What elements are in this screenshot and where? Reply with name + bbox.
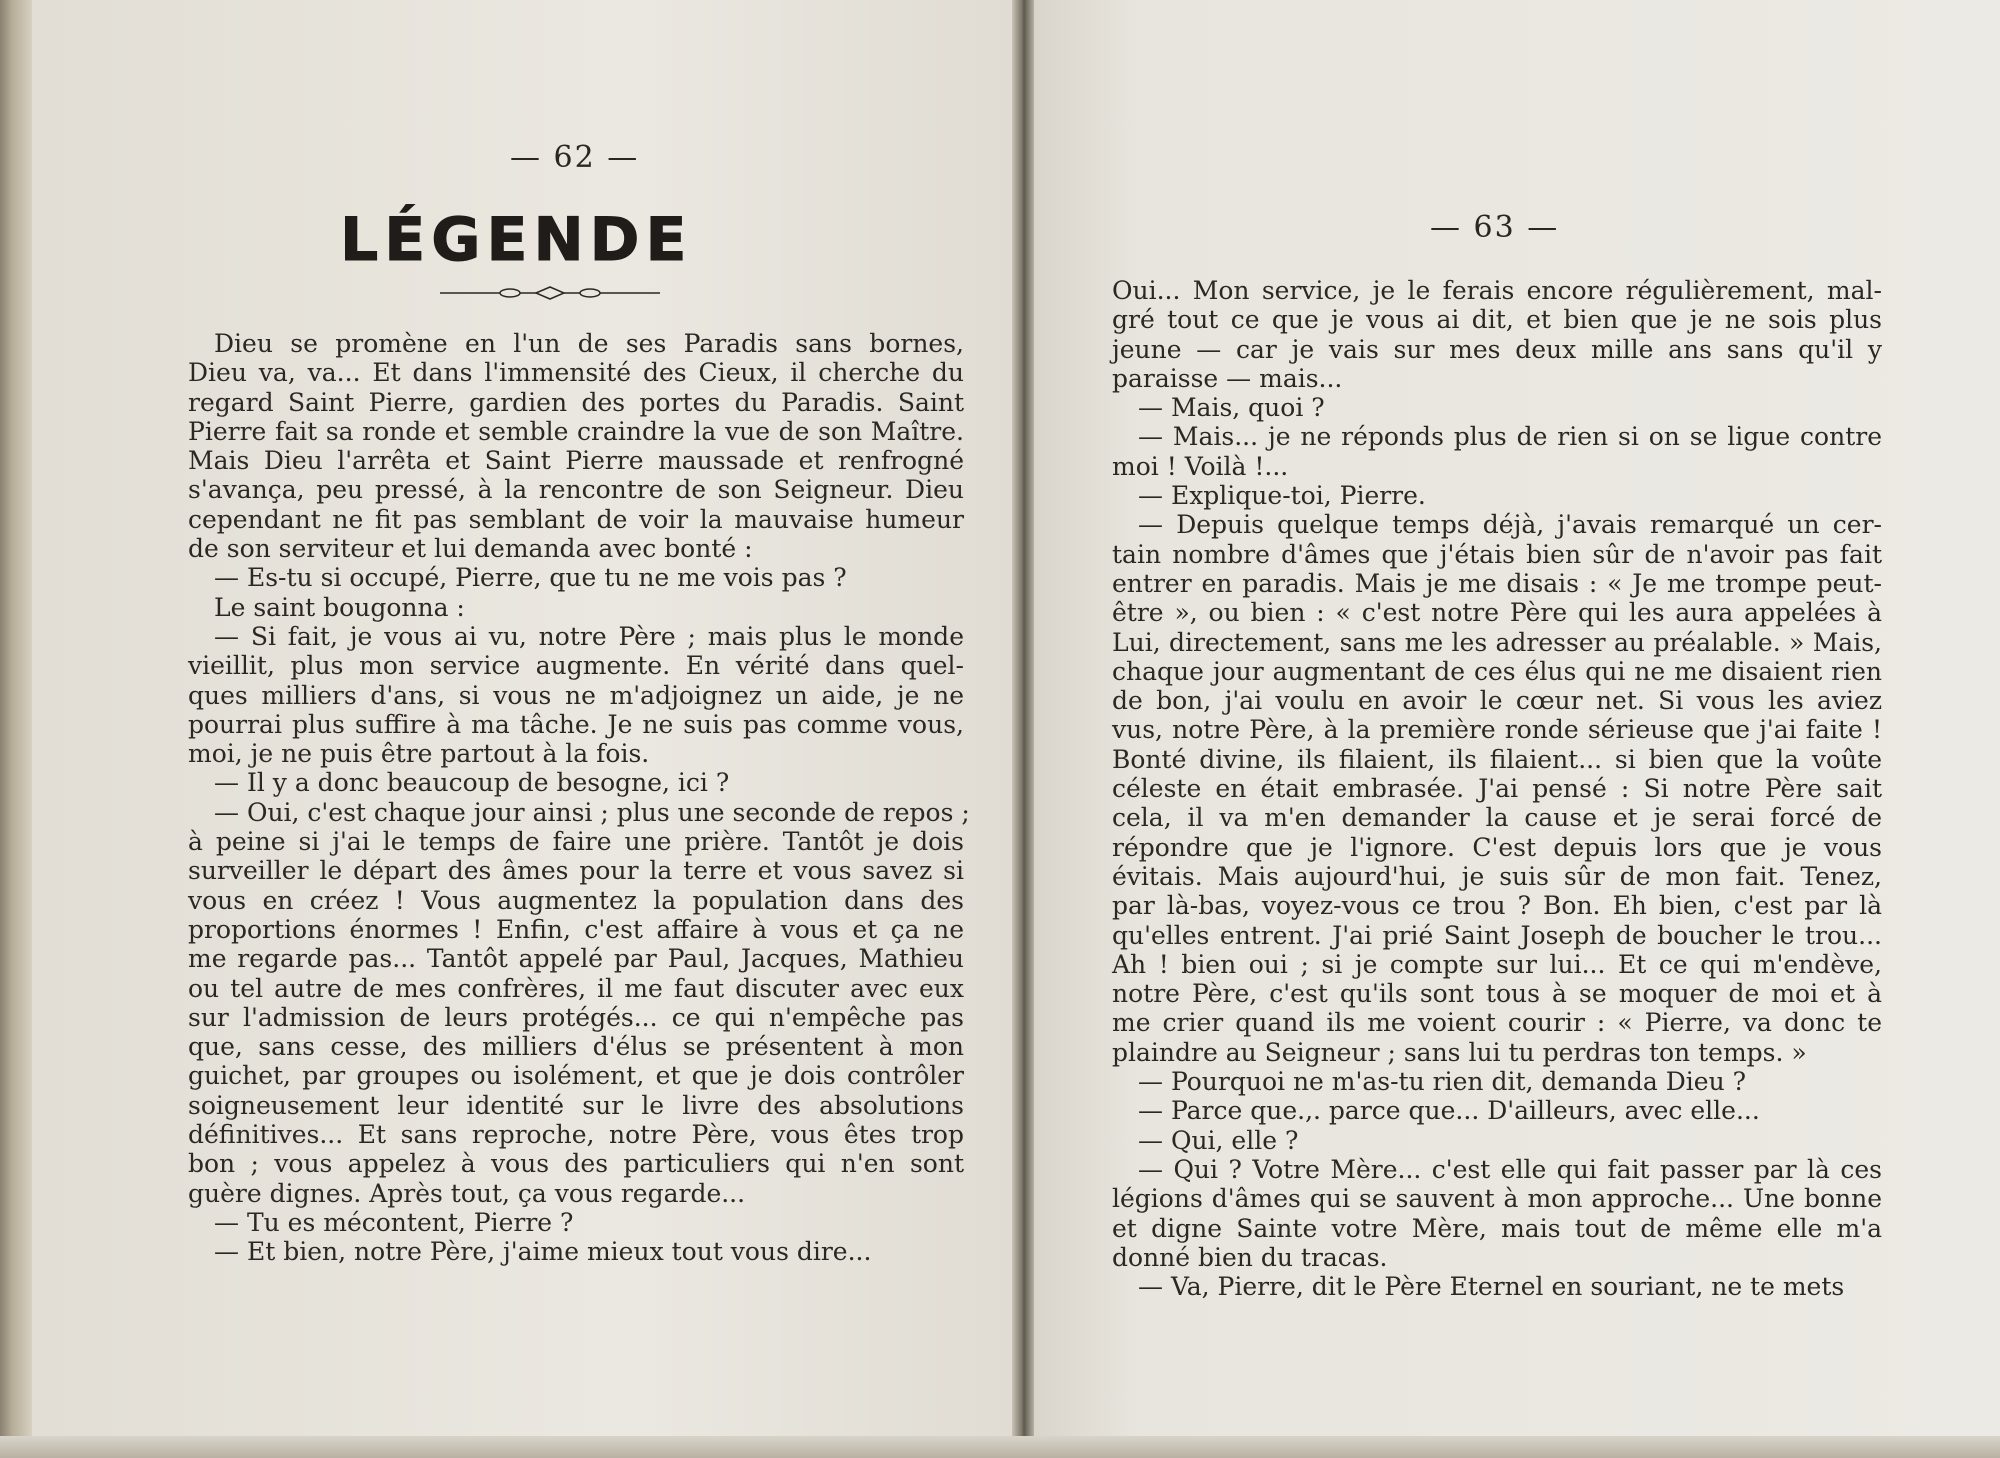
text-line: céleste en était embrasée. J'ai pensé : Si notre Père sait bbox=[1112, 774, 1882, 804]
right-page-text bbox=[1112, 276, 1882, 1301]
text-line: — Mais... je ne réponds plus de rien si on se ligue contre bbox=[1138, 422, 1882, 452]
text-line: par là-bas, voyez-vous ce trou ? Bon. Eh bien, c'est par là bbox=[1112, 891, 1882, 921]
text-line: être », ou bien : « c'est notre Père qui les aura appelées à bbox=[1112, 598, 1882, 628]
text-line: vous en créez ! Vous augmentez la population dans des bbox=[188, 885, 964, 915]
text-line: — Tu es mécontent, Pierre ? bbox=[214, 1207, 574, 1237]
text-line: sur l'admission de leurs protégés... ce qui n'empêche pas bbox=[188, 1002, 964, 1032]
text-line: entrer en paradis. Mais je me disais : « Je me trompe peut- bbox=[1112, 568, 1882, 598]
text-line: — Pourquoi ne m'as-tu rien dit, demanda Dieu ? bbox=[1138, 1067, 1747, 1097]
text-line: cependant ne fit pas semblant de voir la mauvaise humeur bbox=[188, 504, 964, 534]
text-line: notre Père, c'est qu'ils sont tous à se moquer de moi et à bbox=[1112, 979, 1882, 1009]
text-line: pourrai plus suffire à ma tâche. Je ne suis pas comme vous, bbox=[188, 709, 964, 739]
text-line: légions d'âmes qui se sauvent à mon approche... Une bonne bbox=[1112, 1184, 1882, 1214]
text-line: me crier quand ils me voient courir : « Pierre, va donc te bbox=[1112, 1008, 1882, 1038]
text-line: répondre que je l'ignore. C'est depuis lors que je vous bbox=[1112, 832, 1882, 862]
book-edge-left bbox=[0, 0, 32, 1458]
text-line: — Parce que.,. parce que... D'ailleurs, avec elle... bbox=[1138, 1096, 1760, 1126]
text-line: — Depuis quelque temps déjà, j'avais remarqué un cer- bbox=[1138, 510, 1882, 540]
text-line: Mais Dieu l'arrêta et Saint Pierre maussade et renfrogné bbox=[188, 446, 964, 476]
text-line: moi, je ne puis être partout à la fois. bbox=[188, 739, 650, 769]
text-line: bon ; vous appelez à vous des particuliers qui n'en sont bbox=[188, 1149, 964, 1179]
text-line: — Il y a donc beaucoup de besogne, ici ? bbox=[214, 768, 730, 798]
book-edge-bottom bbox=[0, 1436, 2000, 1458]
text-line: — Et bien, notre Père, j'aime mieux tout vous dire... bbox=[214, 1237, 872, 1267]
left-page-number: — 62 — bbox=[510, 140, 640, 175]
text-line: regard Saint Pierre, gardien des portes du Paradis. Saint bbox=[188, 387, 964, 417]
text-line: Dieu va, va... Et dans l'immensité des Cieux, il cherche du bbox=[188, 358, 964, 388]
text-line: guichet, par groupes ou isolément, et que je dois contrôler bbox=[188, 1061, 964, 1091]
text-line: — Qui, elle ? bbox=[1138, 1125, 1299, 1155]
text-line: ques milliers d'ans, si vous ne m'adjoignez un aide, je ne bbox=[188, 680, 964, 710]
text-line: — Va, Pierre, dit le Père Eternel en souriant, ne te mets bbox=[1138, 1272, 1845, 1302]
text-line: moi ! Voilà !... bbox=[1112, 451, 1289, 481]
text-line: proportions énormes ! Enfin, c'est affaire à vous et ça ne bbox=[188, 914, 964, 944]
text-line: Le saint bougonna : bbox=[214, 592, 465, 622]
text-line: à peine si j'ai le temps de faire une prière. Tantôt je dois bbox=[188, 827, 964, 857]
text-line: plaindre au Seigneur ; sans lui tu perdras ton temps. » bbox=[1112, 1037, 1807, 1067]
left-page-text bbox=[188, 329, 970, 1267]
text-line: qu'elles entrent. J'ai prié Saint Joseph de boucher le trou... bbox=[1112, 920, 1882, 950]
text-line: Ah ! bien oui ; si je compte sur lui... Et ce qui m'endève, bbox=[1112, 949, 1882, 979]
text-line: guère dignes. Après tout, ça vous regarde... bbox=[188, 1178, 746, 1208]
text-line: donné bien du tracas. bbox=[1112, 1242, 1388, 1272]
text-line: me regarde pas... Tantôt appelé par Paul, Jacques, Mathieu bbox=[188, 944, 964, 974]
book-gutter bbox=[1012, 0, 1034, 1440]
text-line: Lui, directement, sans me les adresser au préalable. » Mais, bbox=[1112, 627, 1882, 657]
text-line: gré tout ce que je vous ai dit, et bien que je ne sois plus bbox=[1112, 305, 1882, 335]
text-line: soigneusement leur identité sur le livre des absolutions bbox=[188, 1090, 964, 1120]
text-line: ou tel autre de mes confrères, il me faut discuter avec eux bbox=[188, 973, 964, 1003]
text-line: s'avança, peu pressé, à la rencontre de son Seigneur. Dieu bbox=[188, 475, 964, 505]
text-line: évitais. Mais aujourd'hui, je suis sûr de mon fait. Tenez, bbox=[1112, 861, 1882, 891]
text-line: — Qui ? Votre Mère... c'est elle qui fait passer par là ces bbox=[1138, 1154, 1882, 1184]
text-line: paraisse — mais... bbox=[1112, 363, 1343, 393]
text-line: Bonté divine, ils filaient, ils filaient... si bien que la voûte bbox=[1112, 744, 1882, 774]
right-page-number: — 63 — bbox=[1430, 210, 1560, 245]
text-line: — Si fait, je vous ai vu, notre Père ; mais plus le monde bbox=[214, 621, 964, 651]
text-line: que, sans cesse, des milliers d'élus se présentent à mon bbox=[188, 1032, 964, 1062]
text-line: — Es-tu si occupé, Pierre, que tu ne me vois pas ? bbox=[214, 563, 847, 593]
text-line: surveiller le départ des âmes pour la terre et vous savez si bbox=[188, 856, 964, 886]
text-line: cela, il va m'en demander la cause et je serai forcé de bbox=[1112, 803, 1882, 833]
text-line: Pierre fait sa ronde et semble craindre la vue de son Maître. bbox=[188, 416, 964, 446]
text-line: vus, notre Père, à la première ronde sérieuse que j'ai faite ! bbox=[1112, 715, 1882, 745]
text-line: Oui... Mon service, je le ferais encore régulièrement, mal- bbox=[1112, 276, 1882, 305]
text-line: — Oui, c'est chaque jour ainsi ; plus une seconde de repos ; bbox=[214, 797, 970, 827]
text-line: vieillit, plus mon service augmente. En vérité dans quel- bbox=[188, 651, 964, 681]
text-line: et digne Sainte votre Mère, mais tout de même elle m'a bbox=[1112, 1213, 1882, 1243]
chapter-title: LÉGENDE bbox=[340, 205, 693, 275]
text-line: tain nombre d'âmes que j'étais bien sûr de n'avoir pas fait bbox=[1112, 539, 1882, 569]
text-line: — Explique-toi, Pierre. bbox=[1138, 481, 1426, 511]
text-line: jeune — car je vais sur mes deux mille ans sans qu'il y bbox=[1112, 334, 1882, 364]
title-ornament bbox=[440, 286, 660, 300]
text-line: Dieu se promène en l'un de ses Paradis sans bornes, bbox=[214, 329, 964, 358]
text-line: de bon, j'ai voulu en avoir le cœur net. Si vous les aviez bbox=[1112, 686, 1882, 716]
text-line: de son serviteur et lui demanda avec bonté : bbox=[188, 534, 753, 564]
text-line: définitives... Et sans reproche, notre Père, vous êtes trop bbox=[188, 1120, 964, 1150]
text-line: — Mais, quoi ? bbox=[1138, 393, 1325, 423]
text-line: chaque jour augmentant de ces élus qui ne me disaient rien bbox=[1112, 656, 1882, 686]
